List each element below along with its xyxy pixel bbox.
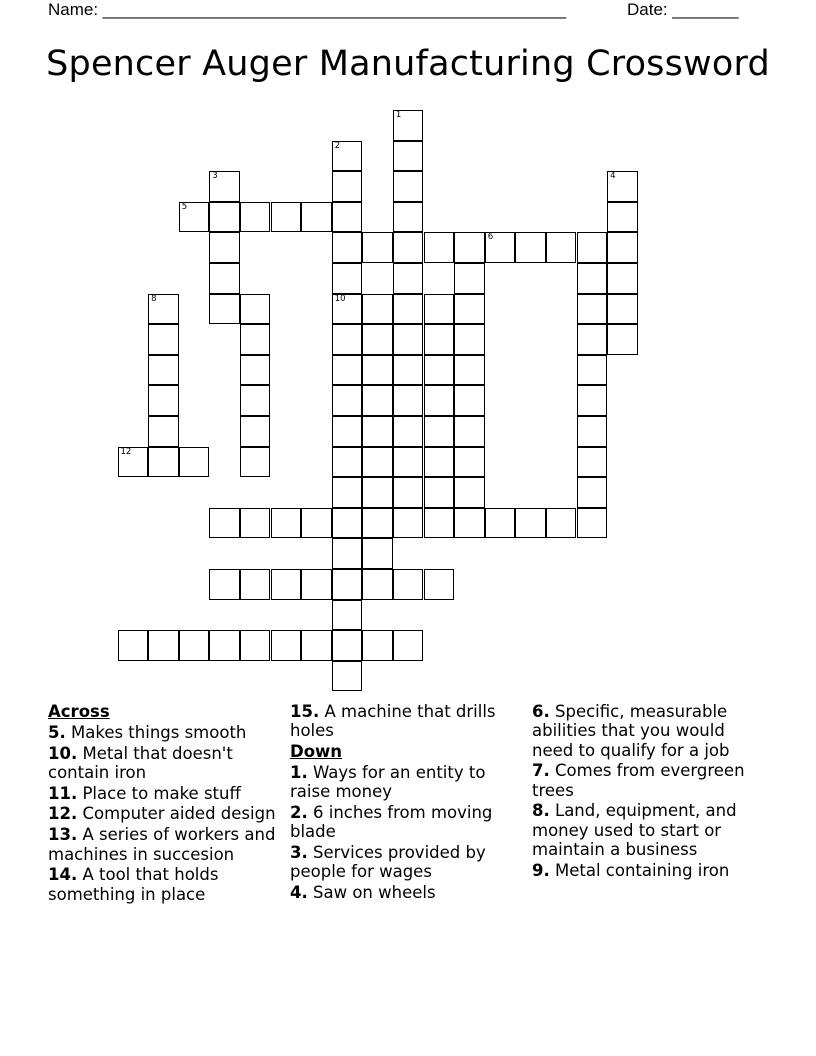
clues-column-2 xyxy=(290,702,520,904)
grid-cell[interactable] xyxy=(362,324,393,355)
grid-cell[interactable] xyxy=(240,355,271,386)
grid-cell[interactable] xyxy=(546,232,577,263)
grid-cell[interactable] xyxy=(301,569,332,600)
grid-cell[interactable] xyxy=(424,294,455,325)
grid-cell[interactable] xyxy=(607,263,638,294)
grid-cell[interactable] xyxy=(362,477,393,508)
grid-cell[interactable] xyxy=(118,447,149,478)
clue-text: Saw on wheels xyxy=(313,883,436,903)
grid-cell[interactable] xyxy=(240,202,271,233)
grid-cell[interactable] xyxy=(577,355,608,386)
grid-cell[interactable] xyxy=(332,600,363,631)
grid-cell[interactable] xyxy=(240,447,271,478)
cell-number: 5 xyxy=(181,201,188,212)
grid-cell[interactable] xyxy=(332,202,363,233)
grid-cell[interactable] xyxy=(577,385,608,416)
cell-number: 1 xyxy=(395,110,402,120)
grid-cell[interactable] xyxy=(209,294,240,325)
grid-cell[interactable] xyxy=(332,294,363,325)
grid-cell[interactable] xyxy=(332,630,363,661)
grid-cell[interactable] xyxy=(607,232,638,263)
down-clue-8 xyxy=(532,801,764,859)
grid-cell[interactable] xyxy=(515,232,546,263)
grid-cell[interactable] xyxy=(332,385,363,416)
clue-number: 7. xyxy=(532,761,550,781)
grid-cell[interactable] xyxy=(424,232,455,263)
clue-text: Services provided by people for wages xyxy=(290,843,486,882)
name-field[interactable]: Name: _________________________________________________ xyxy=(48,0,567,19)
grid-cell[interactable] xyxy=(546,508,577,539)
clue-text: Metal containing iron xyxy=(555,860,730,880)
clue-text: Comes from evergreen trees xyxy=(532,761,745,800)
clue-text: A series of workers and machines in succesion xyxy=(48,825,276,864)
cell-number: 12 xyxy=(120,446,132,457)
grid-cell[interactable] xyxy=(424,447,455,478)
grid-cell[interactable] xyxy=(332,355,363,386)
grid-cell[interactable] xyxy=(362,416,393,447)
clue-number: 2. xyxy=(290,802,308,822)
grid-cell[interactable] xyxy=(148,355,179,386)
across-clue-5 xyxy=(48,723,278,742)
across-clue-12 xyxy=(48,804,278,823)
grid-cell[interactable] xyxy=(393,202,424,233)
grid-cell[interactable] xyxy=(362,294,393,325)
clue-number: 4. xyxy=(290,883,308,903)
grid-cell[interactable] xyxy=(271,630,302,661)
down-clue-1 xyxy=(290,763,520,802)
across-clue-15 xyxy=(290,702,520,741)
grid-cell[interactable] xyxy=(332,324,363,355)
grid-cell[interactable] xyxy=(148,630,179,661)
clues-column-3 xyxy=(532,702,764,882)
grid-cell[interactable] xyxy=(454,263,485,294)
clue-number: 1. xyxy=(290,762,308,782)
grid-cell[interactable] xyxy=(332,447,363,478)
grid-cell[interactable] xyxy=(607,294,638,325)
grid-cell[interactable] xyxy=(393,416,424,447)
grid-cell[interactable] xyxy=(607,324,638,355)
grid-cell[interactable] xyxy=(240,569,271,600)
grid-cell[interactable] xyxy=(332,141,363,172)
cell-number: 8 xyxy=(151,293,157,304)
grid-cell[interactable] xyxy=(393,385,424,416)
grid-cell[interactable] xyxy=(362,538,393,569)
down-clue-2 xyxy=(290,803,520,842)
grid-cell[interactable] xyxy=(393,232,424,263)
grid-cell[interactable] xyxy=(362,569,393,600)
grid-cell[interactable] xyxy=(424,324,455,355)
grid-cell[interactable] xyxy=(577,508,608,539)
grid-cell[interactable] xyxy=(332,661,363,692)
grid-cell[interactable] xyxy=(424,385,455,416)
grid-cell[interactable] xyxy=(393,110,424,141)
grid-cell[interactable] xyxy=(454,447,485,478)
cell-number: 2 xyxy=(334,140,341,151)
grid-cell[interactable] xyxy=(454,355,485,386)
grid-cell[interactable] xyxy=(209,263,240,294)
grid-cell[interactable] xyxy=(424,355,455,386)
grid-cell[interactable] xyxy=(179,447,210,478)
grid-cell[interactable] xyxy=(577,263,608,294)
grid-cell[interactable] xyxy=(393,355,424,386)
across-clue-11 xyxy=(48,784,278,803)
grid-cell[interactable] xyxy=(454,385,485,416)
grid-cell[interactable] xyxy=(485,232,516,263)
grid-cell[interactable] xyxy=(271,569,302,600)
clue-number: 10. xyxy=(48,743,78,763)
clue-text: Metal that doesn't contain iron xyxy=(48,743,233,782)
grid-cell[interactable] xyxy=(362,508,393,539)
grid-cell[interactable] xyxy=(393,630,424,661)
grid-cell[interactable] xyxy=(454,324,485,355)
grid-cell[interactable] xyxy=(577,477,608,508)
clue-number: 6. xyxy=(532,702,550,721)
grid-cell[interactable] xyxy=(332,263,363,294)
clue-number: 9. xyxy=(532,860,550,880)
grid-cell[interactable] xyxy=(424,477,455,508)
date-field[interactable]: Date: _______ xyxy=(627,0,739,19)
down-clue-6 xyxy=(532,702,764,760)
grid-cell[interactable] xyxy=(393,569,424,600)
clue-text: A tool that holds something in place xyxy=(48,865,219,904)
grid-cell[interactable] xyxy=(301,202,332,233)
grid-cell[interactable] xyxy=(362,630,393,661)
down-clue-4 xyxy=(290,883,520,902)
grid-cell[interactable] xyxy=(209,171,240,202)
grid-cell[interactable] xyxy=(393,171,424,202)
grid-cell[interactable] xyxy=(362,355,393,386)
grid-cell[interactable] xyxy=(301,508,332,539)
clue-text: Ways for an entity to raise money xyxy=(290,762,486,802)
grid-cell[interactable] xyxy=(454,232,485,263)
grid-cell[interactable] xyxy=(362,447,393,478)
clue-text: Makes things smooth xyxy=(71,722,247,742)
grid-cell[interactable] xyxy=(485,508,516,539)
grid-cell[interactable] xyxy=(240,416,271,447)
grid-cell[interactable] xyxy=(393,263,424,294)
grid-cell[interactable] xyxy=(362,232,393,263)
grid-cell[interactable] xyxy=(332,416,363,447)
grid-cell[interactable] xyxy=(577,294,608,325)
grid-cell[interactable] xyxy=(424,508,455,539)
clue-number: 3. xyxy=(290,843,308,863)
grid-cell[interactable] xyxy=(607,202,638,233)
grid-cell[interactable] xyxy=(393,141,424,172)
grid-cell[interactable] xyxy=(240,294,271,325)
grid-cell[interactable] xyxy=(332,508,363,539)
down-heading: Down xyxy=(290,742,343,762)
clues-column-1 xyxy=(48,702,278,905)
grid-cell[interactable] xyxy=(454,294,485,325)
grid-cell[interactable] xyxy=(454,477,485,508)
grid-cell[interactable] xyxy=(393,477,424,508)
clue-text: 6 inches from moving blade xyxy=(290,802,493,842)
grid-cell[interactable] xyxy=(271,202,302,233)
across-clue-14 xyxy=(48,865,278,904)
grid-cell[interactable] xyxy=(148,447,179,478)
grid-cell[interactable] xyxy=(362,385,393,416)
grid-cell[interactable] xyxy=(424,416,455,447)
clue-text: Place to make stuff xyxy=(82,783,241,803)
grid-cell[interactable] xyxy=(332,538,363,569)
grid-cell[interactable] xyxy=(332,171,363,202)
across-clue-13 xyxy=(48,825,278,864)
grid-cell[interactable] xyxy=(454,508,485,539)
grid-cell[interactable] xyxy=(577,447,608,478)
grid-cell[interactable] xyxy=(577,232,608,263)
grid-cell[interactable] xyxy=(179,202,210,233)
down-clue-7 xyxy=(532,761,764,800)
grid-cell[interactable] xyxy=(454,416,485,447)
grid-cell[interactable] xyxy=(148,324,179,355)
grid-cell[interactable] xyxy=(424,569,455,600)
grid-cell[interactable] xyxy=(209,569,240,600)
grid-cell[interactable] xyxy=(393,294,424,325)
grid-cell[interactable] xyxy=(393,447,424,478)
clue-number: 12. xyxy=(48,804,78,824)
grid-cell[interactable] xyxy=(209,630,240,661)
grid-cell[interactable] xyxy=(148,294,179,325)
grid-cell[interactable] xyxy=(209,232,240,263)
grid-cell[interactable] xyxy=(148,416,179,447)
cell-number: 6 xyxy=(487,232,494,243)
grid-cell[interactable] xyxy=(577,324,608,355)
grid-cell[interactable] xyxy=(240,508,271,539)
grid-cell[interactable] xyxy=(209,508,240,539)
down-clue-3 xyxy=(290,843,520,882)
grid-cell[interactable] xyxy=(209,202,240,233)
grid-cell[interactable] xyxy=(332,477,363,508)
grid-cell[interactable] xyxy=(393,324,424,355)
grid-cell[interactable] xyxy=(179,630,210,661)
grid-cell[interactable] xyxy=(240,385,271,416)
cell-number: 4 xyxy=(610,171,616,182)
clue-number: 5. xyxy=(48,722,66,742)
grid-cell[interactable] xyxy=(393,508,424,539)
grid-cell[interactable] xyxy=(515,508,546,539)
grid-cell[interactable] xyxy=(301,630,332,661)
cell-number: 3 xyxy=(212,171,218,182)
page-title: Spencer Auger Manufacturing Crossword xyxy=(46,44,770,84)
grid-cell[interactable] xyxy=(607,171,638,202)
across-clue-10 xyxy=(48,744,278,783)
clue-text: Land, equipment, and money used to start or maintain a business xyxy=(532,801,737,860)
grid-cell[interactable] xyxy=(240,324,271,355)
grid-cell[interactable] xyxy=(148,385,179,416)
grid-cell[interactable] xyxy=(577,416,608,447)
grid-cell[interactable] xyxy=(332,569,363,600)
clue-number: 14. xyxy=(48,865,78,885)
down-clue-9 xyxy=(532,861,764,880)
grid-cell[interactable] xyxy=(118,630,149,661)
cell-number: 10 xyxy=(334,293,346,304)
clue-number: 15. xyxy=(290,702,320,721)
clue-text: Computer aided design xyxy=(82,804,276,824)
across-heading: Across xyxy=(48,702,110,721)
clue-text: A machine that drills holes xyxy=(290,702,496,741)
grid-cell[interactable] xyxy=(271,508,302,539)
clue-number: 11. xyxy=(48,783,78,803)
clue-text: Specific, measurable abilities that you would need to qualify for a job xyxy=(532,702,730,760)
clue-number: 13. xyxy=(48,825,78,845)
grid-cell[interactable] xyxy=(332,232,363,263)
clue-number: 8. xyxy=(532,801,550,821)
grid-cell[interactable] xyxy=(240,630,271,661)
